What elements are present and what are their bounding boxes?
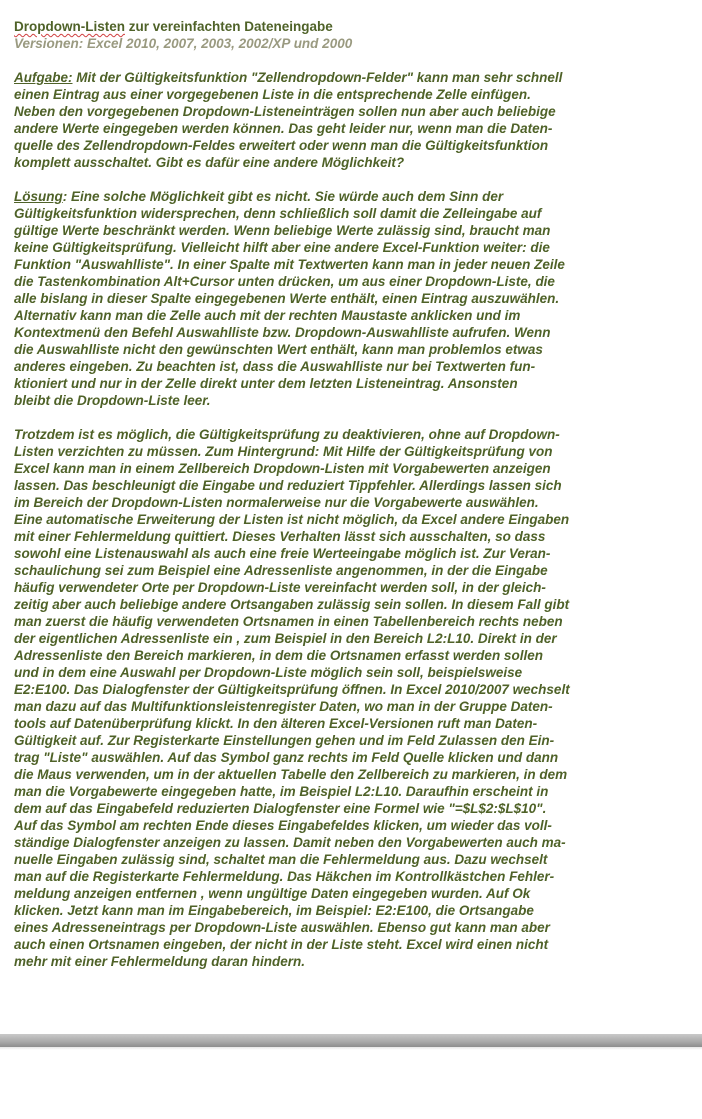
text-line-content: bleibt die Dropdown-Liste leer. (14, 393, 211, 408)
text-line-content: man zuerst die häufig verwendeten Ortsnamen in einen Tabellenbereich rechts neben (14, 614, 563, 629)
text-line (14, 511, 694, 528)
text-line (14, 868, 694, 885)
text-line-content: sowohl eine Listenauswahl als auch eine freie Werteeingabe möglich ist. Zur Veran- (14, 546, 551, 561)
text-line (14, 137, 694, 154)
text-line-content: : Eine solche Möglichkeit gibt es nicht. Sie würde auch dem Sinn der (62, 189, 504, 204)
title-rest: zur vereinfachten Dateneingabe (125, 19, 333, 34)
text-line-content: tools auf Datenüberprüfung klickt. In den älteren Excel-Versionen ruft man Daten- (14, 716, 538, 731)
text-line (14, 426, 694, 443)
paragraph-label: Aufgabe: (14, 70, 73, 85)
text-line-content: meldung anzeigen entfernen , wenn ungültige Daten eingegeben wurden. Auf Ok (14, 886, 531, 901)
text-line-content: ständige Dialogfenster anzeigen zu lassen. Damit neben den Vorgabewerten auch ma- (14, 835, 566, 850)
text-line (14, 953, 694, 970)
text-line-content: keine Gültigkeitsprüfung. Vielleicht hilft aber eine andere Excel-Funktion weiter: die (14, 240, 550, 255)
text-line (14, 460, 694, 477)
text-line (14, 324, 694, 341)
text-line (14, 817, 694, 834)
text-line-content: man die Vorgabewerte eingegeben hatte, im Beispiel L2:L10. Daraufhin erscheint in (14, 784, 549, 799)
text-line-content: alle bislang in dieser Spalte eingegebenen Werte enthält, einen Eintrag auszuwählen. (14, 291, 560, 306)
text-line-content: häufig verwendeter Orte per Dropdown-Liste vereinfacht werden soll, in der gleich- (14, 580, 546, 595)
text-line-content: die Maus verwenden, um in der aktuellen Tabelle den Zellbereich zu markieren, in dem (14, 767, 568, 782)
text-line-content: Trotzdem ist es möglich, die Gültigkeitsprüfung zu deaktivieren, ohne auf Dropdown- (14, 427, 560, 442)
text-line-content: Auf das Symbol am rechten Ende dieses Eingabefeldes klicken, um wieder das voll- (14, 818, 552, 833)
text-line (14, 562, 694, 579)
text-line-content: Adressenliste den Bereich markieren, in dem die Ortsnamen erfasst werden sollen (14, 648, 543, 663)
text-line-content: mehr mit einer Fehlermeldung daran hindern. (14, 954, 306, 969)
text-line-content: Kontextmenü den Befehl Auswahlliste bzw. Dropdown-Auswahlliste aufrufen. Wenn (14, 325, 551, 340)
task-paragraph (14, 69, 694, 171)
text-line-content: man dazu auf das Multifunktionsleistenregister Daten, wo man in der Gruppe Daten- (14, 699, 553, 714)
text-line (14, 715, 694, 732)
text-line (14, 307, 694, 324)
paragraph-gap (14, 52, 694, 69)
document-subtitle: Versionen: Excel 2010, 2007, 2003, 2002/XP und 2000 (14, 36, 353, 51)
text-line (14, 239, 694, 256)
text-line-content: auch einen Ortsnamen eingeben, der nicht in der Liste steht. Excel wird einen nicht (14, 937, 549, 952)
text-line (14, 205, 694, 222)
text-line (14, 188, 694, 205)
text-line-content: Alternativ kann man die Zelle auch mit der rechten Maustaste anklicken und im (14, 308, 521, 323)
solution-paragraph (14, 188, 694, 409)
text-line-content: zeitig aber auch beliebige andere Ortsangaben zulässig sein sollen. In diesem Fall gibt (14, 597, 570, 612)
text-line (14, 919, 694, 936)
text-line (14, 647, 694, 664)
text-line (14, 834, 694, 851)
text-line-content: Funktion "Auswahlliste". In einer Spalte mit Textwerten kann man in jeder neuen Zeile (14, 257, 565, 272)
text-line-content: komplett ausschaltet. Gibt es dafür eine andere Möglichkeit? (14, 155, 405, 170)
text-line (14, 613, 694, 630)
paragraph-gap (14, 409, 694, 426)
text-line (14, 443, 694, 460)
text-line (14, 154, 694, 171)
text-line-content: Gültigkeit auf. Zur Registerkarte Einstellungen gehen und im Feld Zulassen den Ein- (14, 733, 555, 748)
text-line (14, 358, 694, 375)
text-line-content: E2:E100. Das Dialogfenster der Gültigkeitsprüfung öffnen. In Excel 2010/2007 wechselt (14, 682, 570, 697)
text-line (14, 698, 694, 715)
text-line (14, 528, 694, 545)
text-line (14, 579, 694, 596)
text-line-content: der eigentlichen Adressenliste ein , zum Beispiel in den Bereich L2:L10. Direkt in der (14, 631, 557, 646)
text-line (14, 375, 694, 392)
document-title (14, 18, 694, 35)
text-line (14, 902, 694, 919)
document-body (14, 18, 694, 970)
text-line-content: mit einer Fehlermeldung quittiert. Dieses Verhalten lässt sich ausschalten, so dass (14, 529, 546, 544)
text-line-content: Neben den vorgegebenen Dropdown-Listeneinträgen sollen nun aber auch beliebige (14, 104, 556, 119)
text-line (14, 783, 694, 800)
text-line-content: Mit der Gültigkeitsfunktion "Zellendropdown-Felder" kann man sehr schnell (72, 70, 563, 85)
text-line-content: einen Eintrag aus einer vorgegebenen Liste in die entsprechende Zelle einfügen. (14, 87, 531, 102)
text-line (14, 477, 694, 494)
text-line-content: dem auf das Eingabefeld reduzierten Dialogfenster eine Formel wie "=$L$2:$L$10". (14, 801, 547, 816)
text-line (14, 494, 694, 511)
text-line-content: man auf die Registerkarte Fehlermeldung. Das Häkchen im Kontrollkästchen Fehler- (14, 869, 555, 884)
text-line-content: gültige Werte beschränkt werden. Wenn beliebige Werte zulässig sind, braucht man (14, 223, 551, 238)
text-line-content: Listen verzichten zu müssen. Zum Hintergrund: Mit Hilfe der Gültigkeitsprüfung von (14, 444, 553, 459)
text-line (14, 392, 694, 409)
text-line-content: anderes eingeben. Zu beachten ist, dass die Auswahlliste nur bei Textwerten fun- (14, 359, 536, 374)
body-paragraph (14, 426, 694, 970)
text-line (14, 732, 694, 749)
paragraph-label: Lösung (14, 189, 63, 204)
text-line (14, 596, 694, 613)
text-line (14, 766, 694, 783)
text-line-content: und in dem eine Auswahl per Dropdown-Liste möglich sein soll, beispielsweise (14, 665, 523, 680)
text-line (14, 222, 694, 239)
title-term: Dropdown-Listen (14, 19, 125, 34)
text-line (14, 664, 694, 681)
text-line-content: die Auswahlliste nicht den gewünschten Wert enthält, kann man problemlos etwas (14, 342, 543, 357)
text-line (14, 630, 694, 647)
page-separator-bar (0, 1034, 702, 1047)
text-line (14, 86, 694, 103)
text-line (14, 545, 694, 562)
text-line (14, 800, 694, 817)
text-line-content: ktioniert und nur in der Zelle direkt unter dem letzten Listeneintrag. Ansonsten (14, 376, 518, 391)
text-line-content: andere Werte eingegeben werden können. Das geht leider nur, wenn man die Daten- (14, 121, 553, 136)
text-line (14, 749, 694, 766)
text-line-content: lassen. Das beschleunigt die Eingabe und reduziert Tippfehler. Allerdings lassen sich (14, 478, 562, 493)
text-line-content: die Tastenkombination Alt+Cursor unten drücken, um aus einer Dropdown-Liste, die (14, 274, 555, 289)
paragraph-gap (14, 171, 694, 188)
text-line (14, 341, 694, 358)
text-line-content: trag "Liste" auswählen. Auf das Symbol ganz rechts im Feld Quelle klicken und dann (14, 750, 559, 765)
text-line-content: klicken. Jetzt kann man im Eingabebereich, im Beispiel: E2:E100, die Ortsangabe (14, 903, 534, 918)
text-line (14, 273, 694, 290)
text-line-content: eines Adresseneintrags per Dropdown-Liste auswählen. Ebenso gut kann man aber (14, 920, 550, 935)
text-line-content: nuelle Eingaben zulässig sind, schaltet man die Fehlermeldung aus. Dazu wechselt (14, 852, 548, 867)
text-line-content: Excel kann man in einem Zellbereich Dropdown-Listen mit Vorgabewerten anzeigen (14, 461, 551, 476)
text-line-content: schaulichung sei zum Beispiel eine Adressenliste angenommen, in der die Eingabe (14, 563, 548, 578)
text-line (14, 120, 694, 137)
text-line (14, 256, 694, 273)
text-line (14, 851, 694, 868)
text-line (14, 290, 694, 307)
text-line (14, 936, 694, 953)
text-line (14, 885, 694, 902)
text-line (14, 103, 694, 120)
text-line-content: quelle des Zellendropdown-Feldes erweitert oder wenn man die Gültigkeitsfunktion (14, 138, 549, 153)
page-separator-shadow (0, 1047, 702, 1050)
text-line-content: im Bereich der Dropdown-Listen normalerweise nur die Vorgabewerte auswählen. (14, 495, 539, 510)
text-line-content: Gültigkeitsfunktion widersprechen, denn schließlich soll damit die Zelleingabe auf (14, 206, 542, 221)
text-line (14, 69, 694, 86)
text-line (14, 681, 694, 698)
text-line-content: Eine automatische Erweiterung der Listen ist nicht möglich, da Excel andere Eingaben (14, 512, 570, 527)
